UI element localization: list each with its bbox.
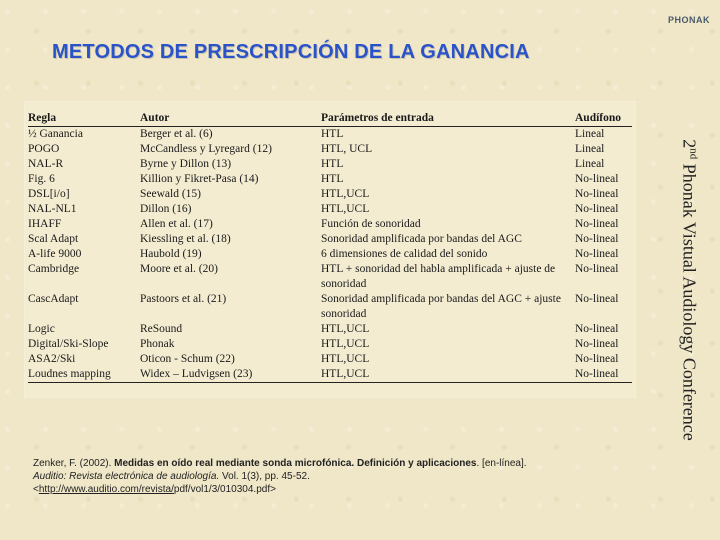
cell-regla: ASA2/Ski	[28, 353, 76, 365]
cell-regla: Cambridge	[28, 263, 80, 275]
col-header-autor: Autor	[140, 110, 321, 127]
citation-link[interactable]: http://www.auditio.com/revista/	[38, 484, 174, 495]
page-title: METODOS DE PRESCRIPCIÓN DE LA GANANCIA	[52, 41, 530, 63]
table-body	[28, 127, 632, 383]
cell-regla: Scal Adapt	[28, 233, 79, 245]
prescription-table-panel	[24, 101, 636, 398]
cell-parametros: HTL,UCL	[321, 367, 575, 383]
cell-parametros: HTL,UCL	[321, 203, 370, 215]
citation	[33, 457, 653, 496]
citation-title: Medidas en oído real mediante sonda microfónica. Definición y aplicaciones	[114, 458, 477, 469]
cell-audifono: No-lineal	[575, 188, 619, 200]
cell-regla: ½ Ganancia	[28, 128, 83, 140]
table-row	[28, 232, 632, 247]
citation-line-3	[33, 483, 653, 496]
cell-audifono: No-lineal	[575, 338, 619, 350]
conference-ordinal-suffix: nd	[687, 148, 700, 160]
table-row	[28, 292, 632, 322]
cell-autor: Kiessling et al. (18)	[140, 233, 231, 245]
citation-url-open: <	[33, 484, 39, 495]
cell-regla: POGO	[28, 143, 60, 155]
cell-audifono: No-lineal	[575, 233, 619, 245]
cell-parametros: HTL	[321, 173, 344, 185]
cell-parametros: Sonoridad amplificada por bandas del AGC + ajuste sonoridad	[321, 293, 561, 320]
cell-parametros: HTL + sonoridad del habla amplificada + ajuste de sonoridad	[321, 263, 556, 290]
cell-audifono: No-lineal	[575, 353, 619, 365]
cell-parametros: 6 dimensiones de calidad del sonido	[321, 248, 488, 260]
cell-autor: Allen et al. (17)	[140, 218, 213, 230]
table-row	[28, 172, 632, 187]
cell-regla: Digital/Ski-Slope	[28, 338, 109, 350]
cell-parametros: Función de sonoridad	[321, 218, 421, 230]
citation-volume: Vol. 1(3), pp. 45-52.	[219, 471, 310, 482]
cell-regla: IHAFF	[28, 218, 62, 230]
cell-autor: ReSound	[140, 323, 183, 335]
cell-parametros: HTL,UCL	[321, 338, 370, 350]
cell-autor: Killion y Fikret-Pasa (14)	[140, 173, 259, 185]
cell-audifono: No-lineal	[575, 173, 619, 185]
cell-autor: Seewald (15)	[140, 188, 201, 200]
conference-banner-text	[679, 139, 700, 441]
cell-audifono: Lineal	[575, 143, 605, 155]
prescription-table	[28, 110, 632, 383]
citation-format: . [en-línea].	[476, 458, 527, 469]
cell-parametros: HTL,UCL	[321, 353, 370, 365]
cell-parametros: Sonoridad amplificada por bandas del AGC	[321, 233, 522, 245]
cell-regla: CascAdapt	[28, 293, 79, 305]
cell-audifono: No-lineal	[575, 293, 619, 305]
table-row	[28, 367, 632, 383]
cell-audifono: No-lineal	[575, 203, 619, 215]
cell-audifono: No-lineal	[575, 218, 619, 230]
table-row	[28, 337, 632, 352]
cell-regla: Logic	[28, 323, 55, 335]
table-row	[28, 352, 632, 367]
table-row	[28, 127, 632, 143]
col-header-regla: Regla	[28, 110, 140, 127]
cell-regla: Fig. 6	[28, 173, 55, 185]
cell-regla: NAL-NL1	[28, 203, 77, 215]
cell-audifono: No-lineal	[575, 248, 619, 260]
conference-ordinal: 2	[679, 139, 700, 149]
citation-journal: Auditio: Revista electrónica de audiología.	[33, 471, 220, 482]
cell-parametros: HTL, UCL	[321, 143, 373, 155]
cell-audifono: Lineal	[575, 158, 605, 170]
cell-autor: Byrne y Dillon (13)	[140, 158, 232, 170]
cell-autor: Widex – Ludvigsen (23)	[140, 367, 321, 383]
col-header-audifono: Audífono	[575, 110, 632, 127]
citation-url-rest: pdf/vol1/3/010304.pdf>	[173, 484, 276, 495]
cell-regla: NAL-R	[28, 158, 64, 170]
table-row	[28, 202, 632, 217]
cell-audifono: No-lineal	[575, 263, 619, 275]
citation-author: Zenker, F. (2002).	[33, 458, 115, 469]
cell-audifono: No-lineal	[575, 367, 632, 383]
cell-parametros: HTL,UCL	[321, 323, 370, 335]
col-header-parametros: Parámetros de entrada	[321, 110, 575, 127]
conference-name: Phonak Vistual Audiology Conference	[679, 159, 700, 441]
table-row	[28, 247, 632, 262]
cell-parametros: HTL	[321, 128, 344, 140]
phonak-logo: PHONAK	[668, 15, 711, 25]
conference-banner	[674, 81, 704, 499]
cell-autor: Pastoors et al. (21)	[140, 293, 227, 305]
cell-regla: A-life 9000	[28, 248, 82, 260]
cell-autor: Dillon (16)	[140, 203, 192, 215]
cell-parametros: HTL,UCL	[321, 188, 370, 200]
cell-regla: Loudnes mapping	[28, 367, 140, 383]
table-row	[28, 262, 632, 292]
cell-autor: Oticon - Schum (22)	[140, 353, 235, 365]
cell-audifono: Lineal	[575, 128, 605, 140]
table-row	[28, 157, 632, 172]
table-row	[28, 187, 632, 202]
cell-autor: Berger et al. (6)	[140, 128, 213, 140]
cell-autor: Phonak	[140, 338, 175, 350]
cell-autor: McCandless y Lyregard (12)	[140, 143, 272, 155]
table-row	[28, 217, 632, 232]
table-header-row	[28, 110, 632, 127]
citation-line-1	[33, 457, 653, 470]
table-row	[28, 142, 632, 157]
cell-audifono: No-lineal	[575, 323, 619, 335]
cell-regla: DSL[i/o]	[28, 188, 70, 200]
citation-line-2	[33, 470, 653, 483]
cell-parametros: HTL	[321, 158, 344, 170]
cell-autor: Moore et al. (20)	[140, 263, 218, 275]
cell-autor: Haubold (19)	[140, 248, 202, 260]
table-row	[28, 322, 632, 337]
